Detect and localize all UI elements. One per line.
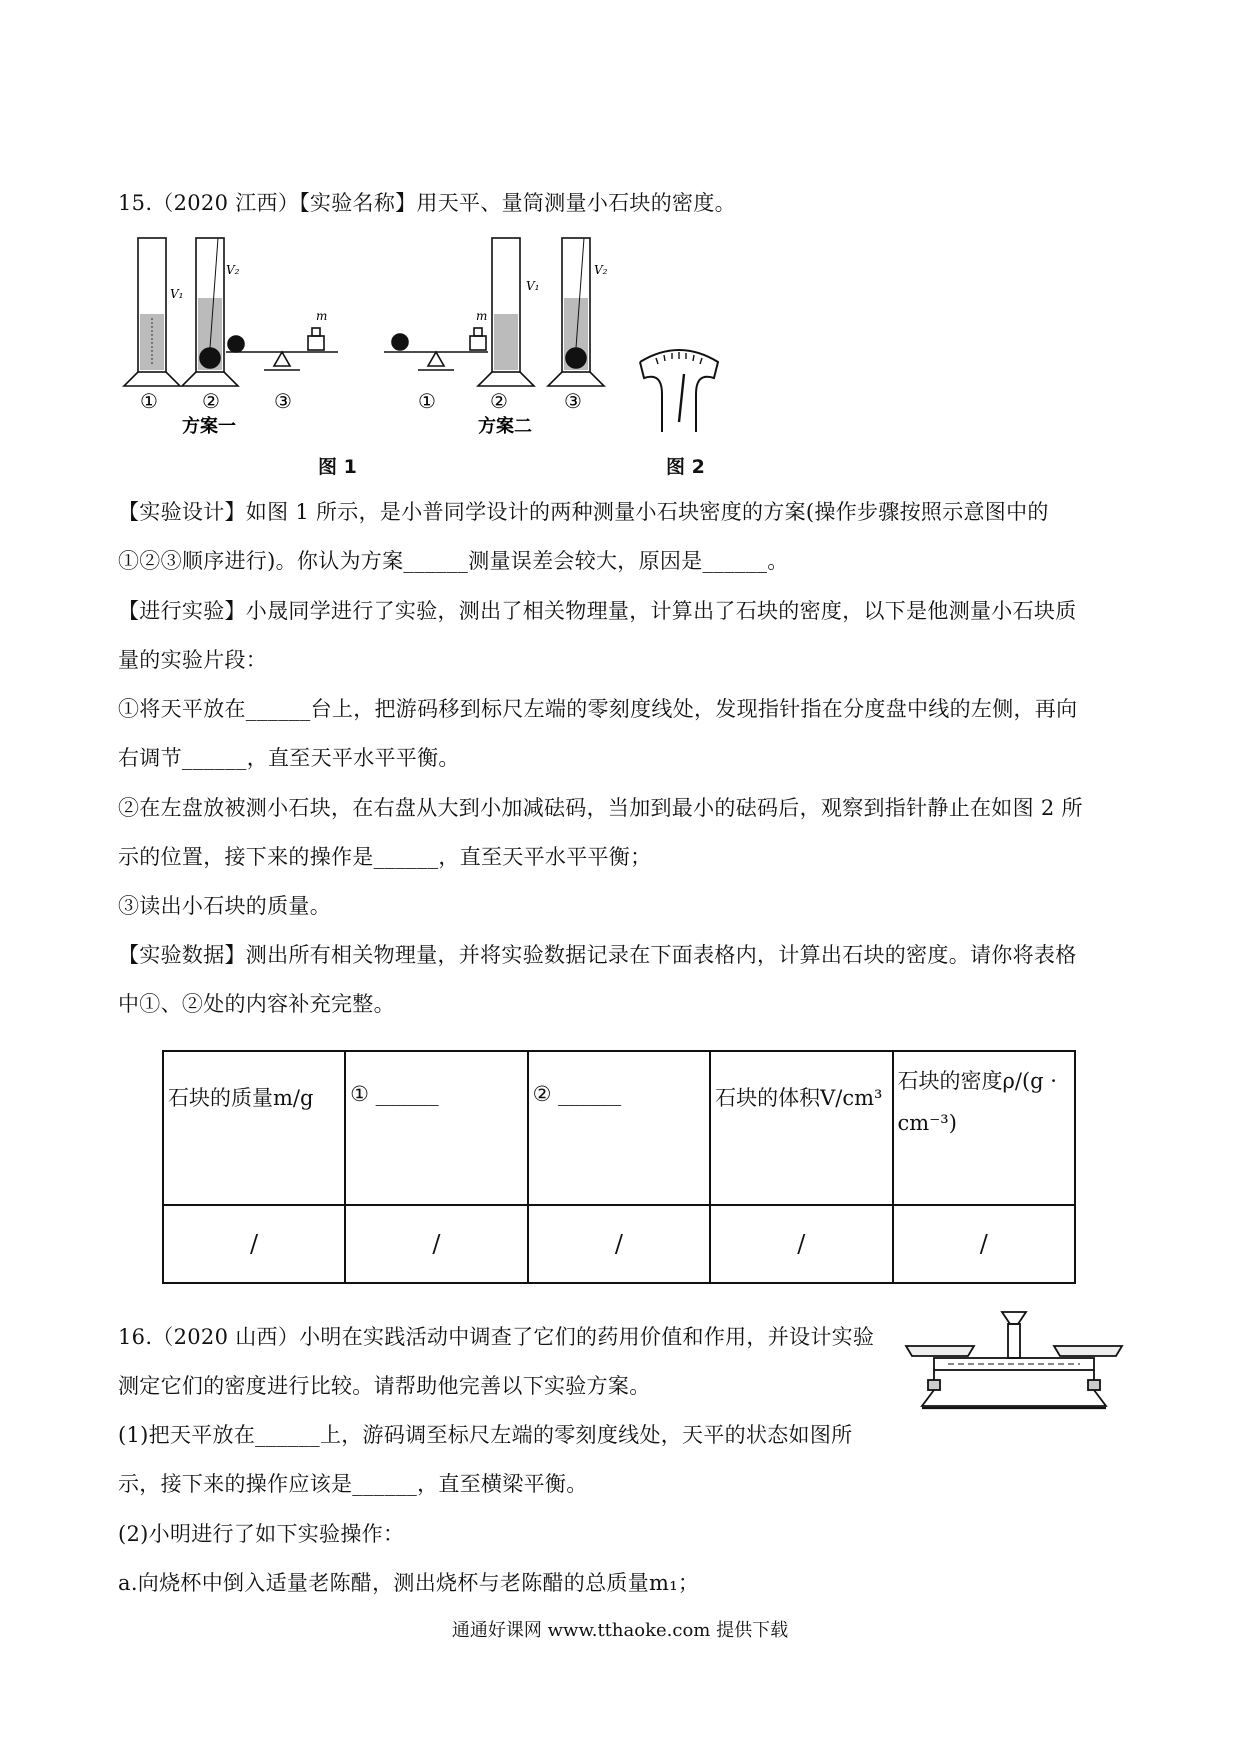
q15-line: 示的位置，接下来的操作是______，直至天平水平平衡；	[118, 845, 652, 869]
plan1-label: 方案一	[182, 416, 236, 434]
step-3-label: ③	[274, 389, 292, 413]
step-1-label: ①	[418, 389, 436, 413]
figure1-caption: 图 1	[318, 456, 357, 478]
q16-line: (2)小明进行了如下实验操作：	[118, 1522, 405, 1546]
q15-line: 量的实验片段：	[118, 648, 268, 672]
table-cell: /	[345, 1205, 527, 1283]
q15-line: 右调节______，直至天平水平平衡。	[118, 746, 460, 770]
step-1-label: ①	[140, 389, 158, 413]
q15-line: ②在左盘放被测小石块，在右盘从大到小加减砝码，当加到最小的砝码后，观察到指针静止在如图 2 所	[118, 796, 1083, 820]
step-2-label: ②	[202, 389, 220, 413]
q15-line: ①将天平放在______台上，把游码移到标尺左端的零刻度线处，发现指针指在分度盘中线的左侧，再向	[118, 697, 1078, 721]
q16-line: (1)把天平放在______上，游码调至标尺左端的零刻度线处，天平的状态如图所	[118, 1423, 853, 1447]
graduated-cylinder-v2	[182, 238, 238, 386]
table-cell: /	[528, 1205, 710, 1283]
table-header-cell: ② ______	[528, 1051, 710, 1205]
figure2-scale-dial	[636, 344, 722, 436]
q16-line: 示，接下来的操作应该是______，直至横梁平衡。	[118, 1472, 588, 1496]
balance-scale	[226, 328, 338, 370]
table-header-cell: 石块的体积V/cm³	[710, 1051, 892, 1205]
label-m: m	[316, 309, 328, 323]
figure2-caption: 图 2	[666, 456, 705, 478]
balance-illustration	[904, 1310, 1124, 1420]
plan2-label: 方案二	[478, 416, 532, 434]
step-3-label: ③	[564, 389, 582, 413]
table-header-row	[163, 1051, 1075, 1205]
q16-line: a.向烧杯中倒入适量老陈醋，测出烧杯与老陈醋的总质量m₁；	[118, 1571, 700, 1595]
table-cell: /	[163, 1205, 345, 1283]
footer-source: 通通好课网 www.tthaoke.com 提供下载	[451, 1620, 789, 1641]
label-v2: V₂	[594, 263, 608, 277]
figure1-plan1	[118, 234, 358, 434]
label-v2: V₂	[226, 263, 240, 277]
q15-line: 【进行实验】小晟同学进行了实验，测出了相关物理量，计算出了石块的密度，以下是他测量小石块质	[118, 599, 1077, 623]
table-row	[163, 1205, 1075, 1283]
graduated-cylinder-v2	[548, 238, 604, 386]
table-header-cell: ① ______	[345, 1051, 527, 1205]
q16-line: 测定它们的密度进行比较。请帮助他完善以下实验方案。	[118, 1374, 651, 1398]
data-table	[162, 1050, 1076, 1284]
table-cell: /	[710, 1205, 892, 1283]
q15-line: 中①、②处的内容补充完整。	[118, 992, 395, 1016]
pointer-needle	[679, 374, 684, 422]
q15-header: 15.（2020 江西）【实验名称】用天平、量筒测量小石块的密度。	[118, 191, 736, 215]
label-v1: V₁	[170, 287, 184, 301]
table-header-cell: 石块的质量m/g	[163, 1051, 345, 1205]
table-header-cell: 石块的密度ρ/(g · cm⁻³)	[893, 1051, 1075, 1205]
figure1-plan2	[378, 234, 618, 434]
graduated-cylinder-v1	[124, 238, 180, 386]
q15-line: 【实验数据】测出所有相关物理量，并将实验数据记录在下面表格内，计算出石块的密度。请你将表格	[118, 943, 1077, 967]
label-m: m	[476, 309, 488, 323]
table-cell: /	[893, 1205, 1075, 1283]
step-2-label: ②	[490, 389, 508, 413]
q16-line: 16.（2020 山西）小明在实践活动中调查了它们的药用价值和作用，并设计实验	[118, 1325, 875, 1349]
q15-line: 【实验设计】如图 1 所示，是小普同学设计的两种测量小石块密度的方案(操作步骤按照示意图中的	[118, 500, 1049, 524]
q15-line: ③读出小石块的质量。	[118, 894, 331, 918]
q15-line: ①②③顺序进行)。你认为方案______测量误差会较大，原因是______。	[118, 549, 789, 573]
label-v1: V₁	[526, 279, 540, 293]
balance-scale	[384, 328, 488, 370]
